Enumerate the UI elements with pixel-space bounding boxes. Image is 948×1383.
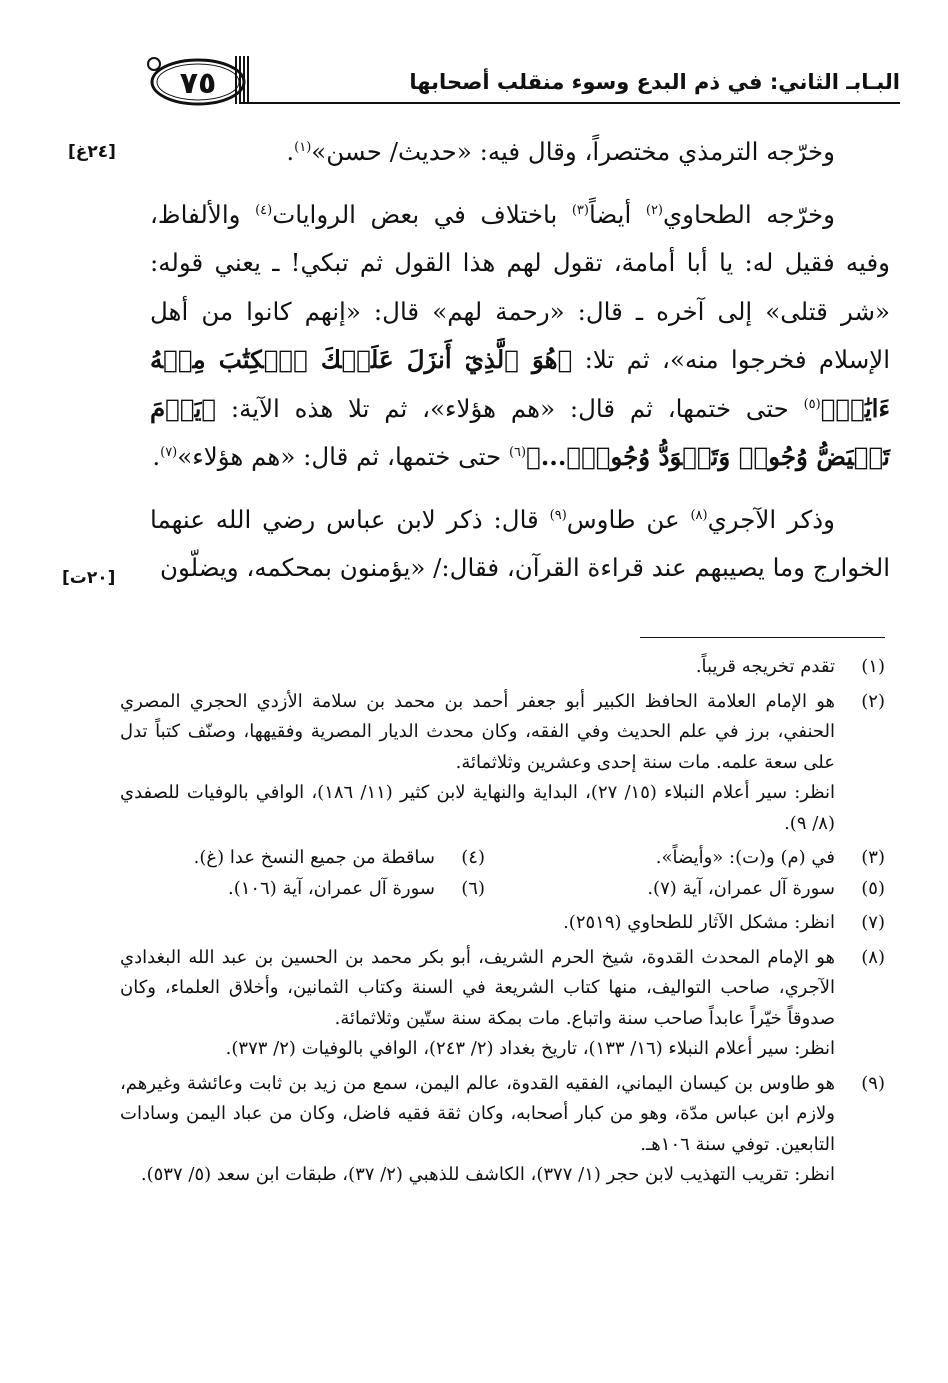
footnote-ref-8[interactable]: (٨) bbox=[690, 507, 708, 523]
footnote-2-sources: انظر: سير أعلام النبلاء (١٥/ ٢٧)، البداية والنهاية لابن كثير (١١/ ١٨٦)، الوافي بالوفيات للصفدي (٨/ ٩). bbox=[120, 782, 836, 834]
footnote-7: (٧) انظر: مشكل الآثار للطحاوي (٢٥١٩). bbox=[563, 912, 885, 933]
paragraph-tirmidhi: وخرّجه الترمذي مختصراً، وقال فيه: «حديث/ حسن»$^{(١)}$. bbox=[286, 137, 835, 166]
page-number: ٧٥ bbox=[179, 66, 217, 101]
footnote-2: (٢) هو الإمام العلامة الحافظ الكبير أبو جعفر أحمد بن محمد بن سلامة الأزدي الحجري المصري الحنفي، برز في علم الحديث وفي الفقه، وكان محدث الديار المصرية وفقيهها، وصنّف كتباً تدل على سعة علمه. مات سنة إحدى وعشرين وثلاثمائة. bbox=[120, 690, 885, 773]
footnote-9-sources: انظر: تقريب التهذيب لابن حجر (١/ ٣٧٧)، الكاشف للذهبي (٢/ ٣٧)، طبقات ابن سعد (٥/ ٥٣٧). bbox=[140, 1164, 835, 1185]
footnote-ref-1[interactable]: (١) bbox=[294, 139, 312, 155]
footnote-8-sources: انظر: سير أعلام النبلاء (١٦/ ١٣٣)، تاريخ بغداد (٢/ ٢٤٣)، الوافي بالوفيات (٢/ ٣٧٣). bbox=[225, 1038, 835, 1059]
footnote-1: (١) تقدم تخريجه قريباً. bbox=[695, 656, 885, 677]
footnote-row-3-4 bbox=[120, 843, 885, 874]
quran-verse-1: ﴿هُوَ ٱلَّذِيٓ أَنزَلَ عَلَيۡكَ ٱلۡكِتَٰبَ مِنۡهُ ءَايَٰتٞ﴾ bbox=[150, 345, 890, 423]
paragraph-ajurri: وذكر الآجري$^{(٨)}$ عن طاوس$^{(٩)}$ قال: ذكر لابن عباس رضي الله عنهما الخوارج وما يصيبهم عند قراءة القرآن، فقال:/ «يؤمنون بمحكمه، ويضلّون bbox=[150, 504, 890, 582]
footnote-9: (٩) هو طاوس بن كيسان اليماني، الفقيه القدوة، عالم اليمن، سمع من زيد بن ثابت وعائشة وغيرهم، ولازم ابن عباس مدّة، وهو من كبار أصحابه، وكان ثقة فقيه فاضل، وكان من عباد اليمن وسادات التابعين. توفي سنة ١٠٦هـ. bbox=[120, 1072, 885, 1155]
header-rule bbox=[240, 102, 900, 104]
footnote-separator bbox=[640, 637, 885, 638]
footnote-4: (٤) ساقطة من جميع النسخ عدا (غ). bbox=[193, 847, 485, 868]
footnote-ref-6[interactable]: (٦) bbox=[508, 444, 527, 460]
footnote-5: (٥) سورة آل عمران، آية (٧). bbox=[647, 877, 885, 899]
footnote-ref-7[interactable]: (٧) bbox=[160, 444, 178, 460]
footnote-ref-4[interactable]: (٤) bbox=[255, 202, 273, 218]
footnote-ref-3[interactable]: (٣) bbox=[571, 202, 589, 218]
footnote-row-5-6 bbox=[120, 874, 885, 905]
margin-ref-ghain: [٢٤غ] bbox=[68, 142, 116, 162]
margin-ref-ta: [٢٠ت] bbox=[62, 568, 116, 588]
quran-verse-2: ﴿يَوۡمَ تَبۡيَضُّ وُجُوهٞ وَتَسۡوَدُّ وُجُوهٞۚ...﴾ bbox=[150, 393, 890, 471]
footnote-6: (٦) سورة آل عمران، آية (١٠٦). bbox=[227, 877, 485, 899]
footnote-ref-9[interactable]: (٩) bbox=[549, 507, 567, 523]
footnote-ref-2[interactable]: (٢) bbox=[645, 202, 663, 218]
chapter-title: البـابـ الثاني: في ذم البدع وسوء منقلب أصحابها bbox=[409, 70, 900, 94]
footnote-8: (٨) هو الإمام المحدث القدوة، شيخ الحرم الشريف، أبو بكر محمد بن الحسين بن عبد الله البغدادي الآجري، صاحب التواليف، منها كتاب الشريعة في السنة وكتاب الثمانين، وأخلاق العلماء، وكان صدوقاً خيّراً عابداً صاحب سنة واتباع. مات بمكة سنة ستّين وثلاثمائة. bbox=[120, 946, 885, 1029]
footnote-3: (٣) في (م) و(ت): «وأيضاً». bbox=[655, 847, 885, 868]
paragraph-tahawi: وخرّجه الطحاوي$^{(٢)}$ أيضاً$^{(٣)}$ باختلاف في بعض الروايات$^{(٤)}$ والألفاظ، وفيه فقيل له: يا أبا أمامة، تقول لهم هذا القول ثم تبكي! ـ يعني قوله: «شر قتلى» إلى آخره ـ قال: «رحمة لهم» قال: «إنهم كانوا من أهل الإسلام فخرجوا منه»، ثم تلا: ﴿هُوَ ٱلَّذِيٓ أَنزَلَ عَلَيۡكَ ٱلۡكِتَٰبَ مِنۡهُ ءَايَٰتٞ﴾$^{(٥)}$ حتى ختمها، ثم قال: «هم هؤلاء»، ثم تلا هذه الآية: ﴿يَوۡمَ تَبۡيَضُّ وُجُوهٞ وَتَسۡوَدُّ وُجُوهٞۚ...﴾$^{(٦)}$ حتى ختمها، ثم قال: «هم هؤلاء»$^{(٧)}$. bbox=[150, 199, 890, 471]
footnotes bbox=[120, 652, 885, 1191]
main-text bbox=[150, 128, 890, 593]
running-header bbox=[140, 48, 900, 112]
footnote-ref-5[interactable]: (٥) bbox=[803, 396, 821, 412]
